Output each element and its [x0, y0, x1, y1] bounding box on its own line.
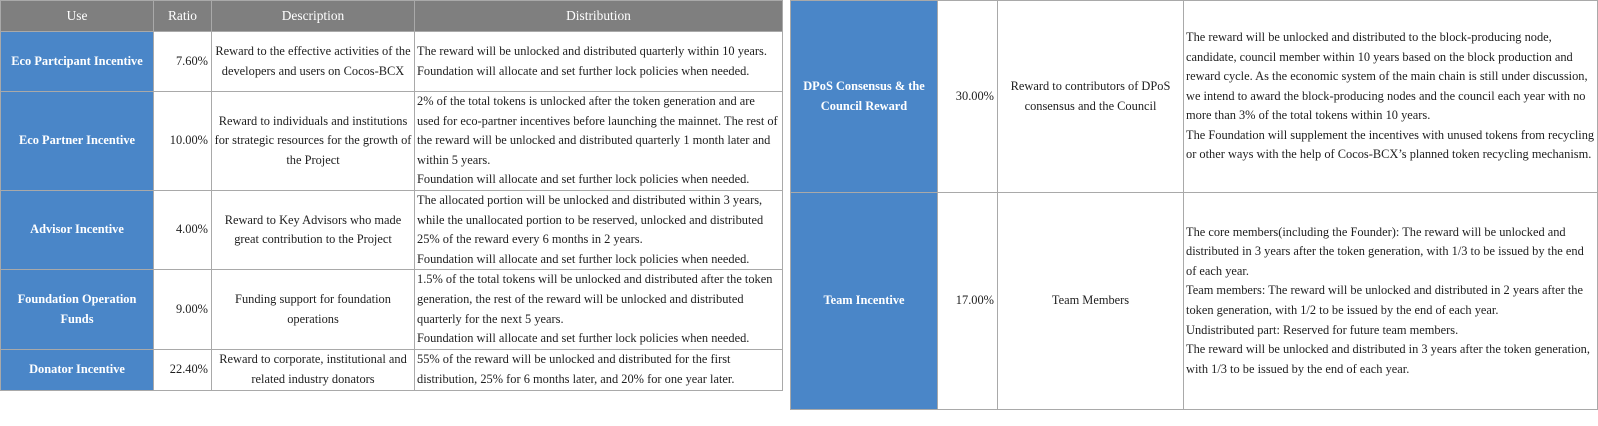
distribution-line: The reward will be unlocked and distributed to the block-producing node, candidate, council member within 10 years based on the block production and reward cycle. As the economic system of the main chain is still under discussion, we intend to award the block-producing nodes and the council each year with no more than 3% of the total tokens within 10 years.: [1186, 29, 1588, 123]
distribution-line: Foundation will allocate and set further lock policies when needed.: [417, 172, 750, 187]
table-row: [791, 193, 1598, 410]
distribution-line: The allocated portion will be unlocked and distributed within 3 years, while the unallocated portion to be reserved, unlocked and distributed 25% of the reward every 6 months in 2 years.: [417, 193, 764, 247]
use-cell: Advisor Incentive: [1, 191, 154, 270]
distribution-cell: [1184, 193, 1598, 410]
use-cell: Team Incentive: [791, 193, 938, 410]
use-cell: Donator Incentive: [1, 349, 154, 390]
ratio-cell: 17.00%: [938, 193, 998, 410]
allocation-table-left: [0, 0, 783, 391]
description-cell: [998, 193, 1184, 410]
description-text: Team Members: [1051, 293, 1130, 308]
distribution-line: Team members: The reward will be unlocked and distributed in 2 years after the token generation, with 1/2 to be issued by the end of each year.: [1186, 283, 1583, 317]
description-cell: [212, 92, 415, 191]
description-text: Reward to corporate, institutional and related industry donators: [219, 352, 407, 386]
description-text: Funding support for foundation operations: [235, 291, 391, 326]
allocation-table-right: [790, 0, 1598, 410]
table-header-row: [1, 1, 783, 32]
use-cell: Eco Partcipant Incentive: [1, 32, 154, 92]
distribution-cell: [415, 32, 783, 92]
distribution-line: Foundation will allocate and set further lock policies when needed.: [417, 251, 750, 266]
description-cell: [212, 270, 415, 349]
description-cell: [212, 191, 415, 270]
distribution-cell: [415, 270, 783, 349]
use-cell: DPoS Consensus & the Council Reward: [791, 1, 938, 193]
header-use: Use: [1, 1, 154, 32]
distribution-line: The Foundation will supplement the incentives with unused tokens from recycling or other ways with the help of Cocos-BCX’s planned token recycling mechanism.: [1186, 127, 1595, 162]
ratio-cell: 10.00%: [154, 92, 212, 191]
description-cell: [212, 32, 415, 92]
description-cell: [212, 349, 415, 390]
use-cell: Foundation Operation Funds: [1, 270, 154, 349]
table-row: [1, 270, 783, 349]
ratio-cell: 7.60%: [154, 32, 212, 92]
description-text: Reward to individuals and institutions for strategic resources for the growth of the Project: [214, 113, 412, 167]
header-distribution: Distribution: [415, 1, 783, 32]
distribution-line: 1.5% of the total tokens will be unlocked and distributed after the token generation, the rest of the reward will be unlocked and distributed quarterly for the next 5 years.: [417, 272, 773, 326]
distribution-line: 55% of the reward will be unlocked and distributed for the first distribution, 25% for 6 months later, and 20% for one year later.: [417, 352, 735, 386]
distribution-cell: [415, 92, 783, 191]
description-text: Reward to Key Advisors who made great contribution to the Project: [224, 212, 402, 247]
header-ratio: Ratio: [154, 1, 212, 32]
distribution-line: The core members(including the Founder): The reward will be unlocked and distributed in 3 years after the token generation, with 1/3 to be issued by the end of each year.: [1186, 224, 1584, 278]
table-row: [1, 92, 783, 191]
table-row: [1, 32, 783, 92]
distribution-line: Foundation will allocate and set further lock policies when needed.: [417, 63, 750, 78]
table-row: [1, 349, 783, 390]
distribution-line: 2% of the total tokens is unlocked after the token generation and are used for eco-partner incentives before launching the mainnet. The rest of the reward will be unlocked and distributed quarterly 1 month later and within 5 years.: [417, 94, 778, 167]
ratio-cell: 30.00%: [938, 1, 998, 193]
distribution-cell: [415, 349, 783, 390]
ratio-cell: 4.00%: [154, 191, 212, 270]
description-text: Reward to the effective activities of the developers and users on Cocos-BCX: [215, 43, 411, 78]
description-text: Reward to contributors of DPoS consensus and the Council: [1010, 78, 1171, 113]
use-cell: Eco Partner Incentive: [1, 92, 154, 191]
description-cell: [998, 1, 1184, 193]
distribution-line: Undistributed part: Reserved for future team members.: [1186, 322, 1459, 337]
table-row: [1, 191, 783, 270]
ratio-cell: 9.00%: [154, 270, 212, 349]
distribution-cell: [415, 191, 783, 270]
ratio-cell: 22.40%: [154, 349, 212, 390]
header-description: Description: [212, 1, 415, 32]
table-row: [791, 1, 1598, 193]
distribution-cell: [1184, 1, 1598, 193]
distribution-line: The reward will be unlocked and distributed quarterly within 10 years.: [417, 43, 767, 58]
distribution-line: The reward will be unlocked and distributed in 3 years after the token generation, with 1/3 to be issued by the end of each year.: [1186, 342, 1590, 376]
distribution-line: Foundation will allocate and set further lock policies when needed.: [417, 331, 750, 346]
